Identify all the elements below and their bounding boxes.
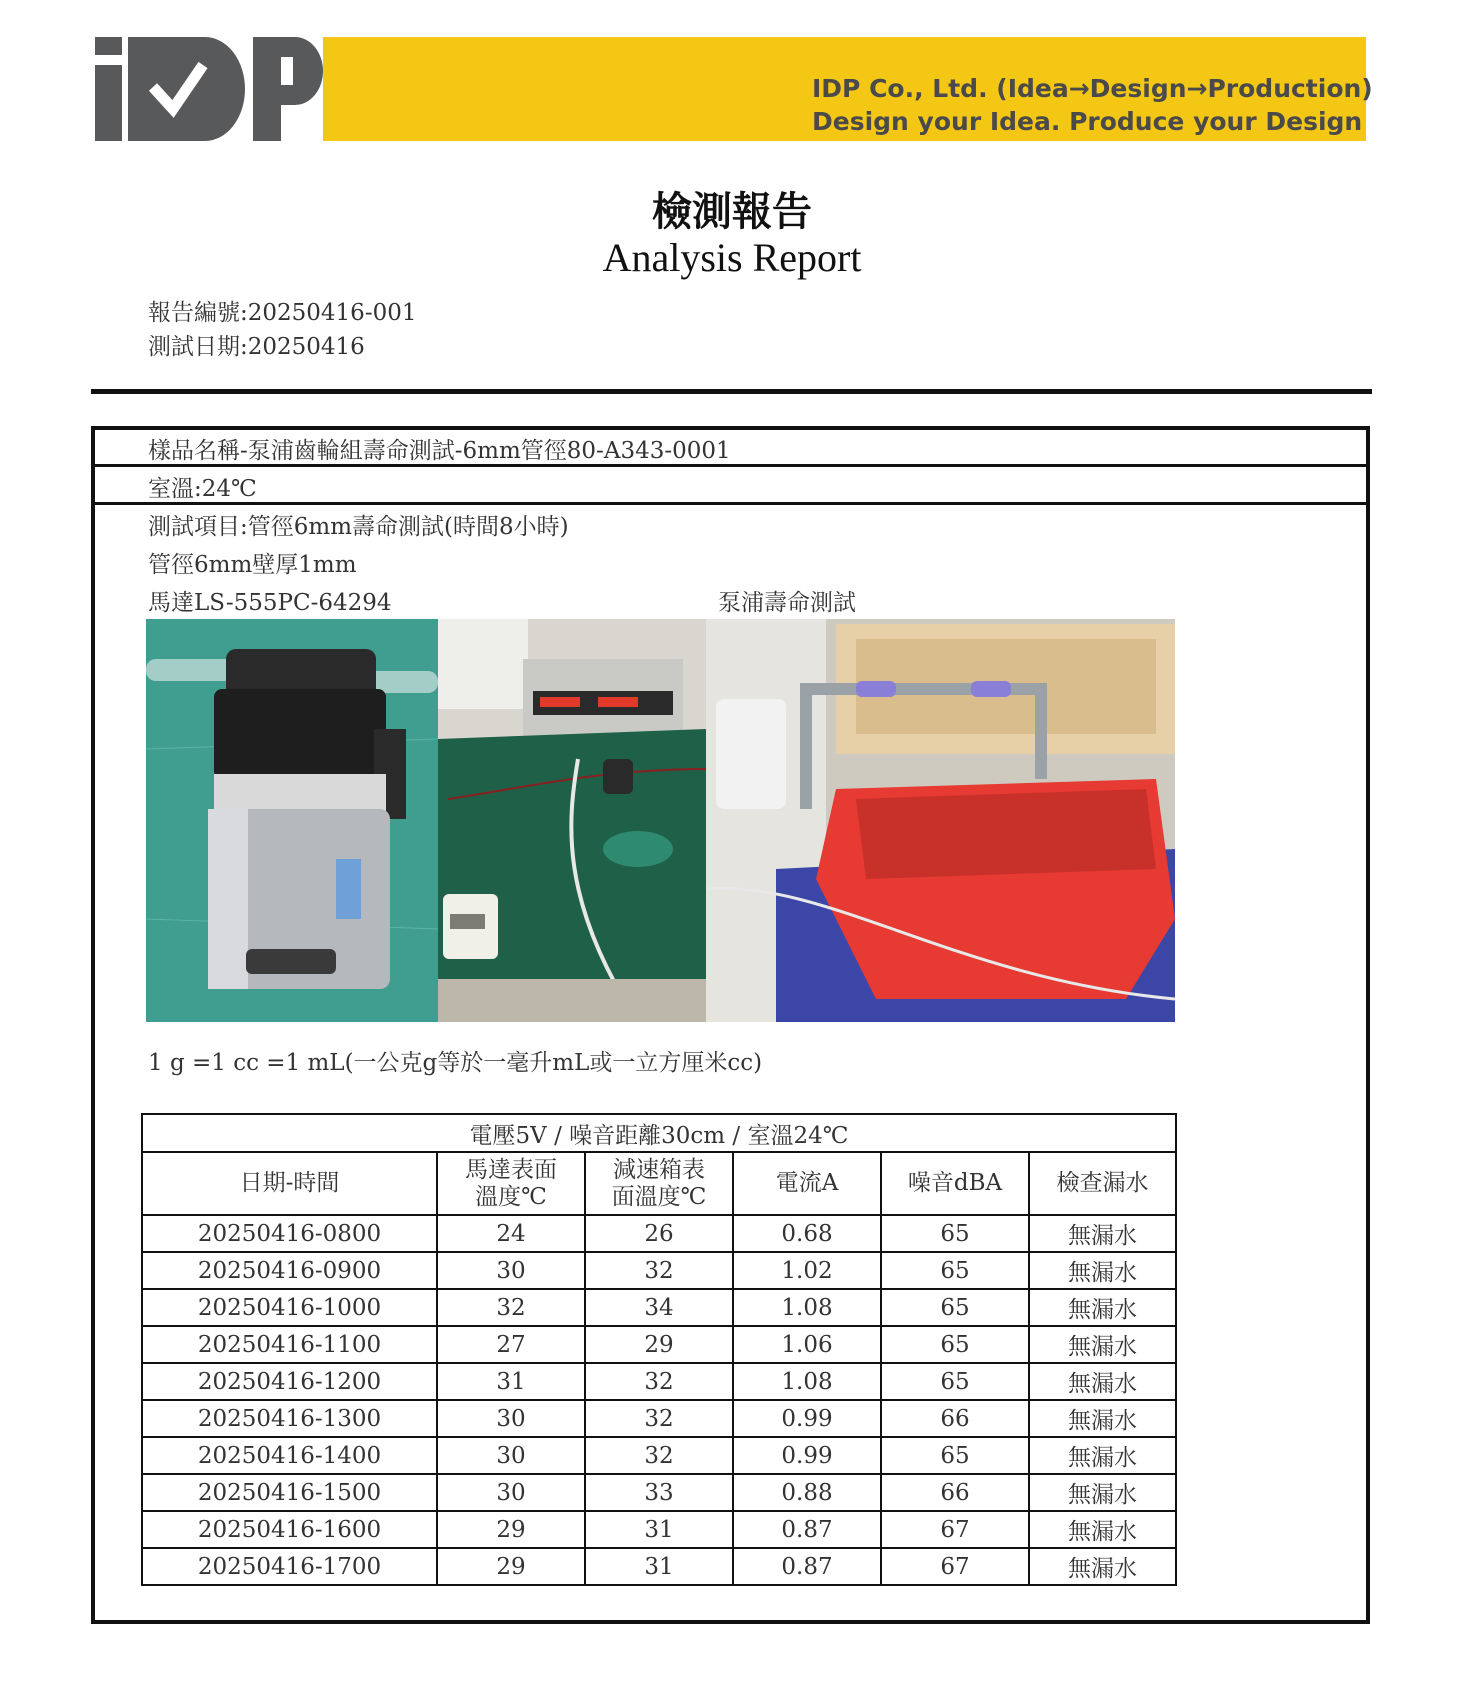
table-cell: 27 (437, 1326, 585, 1363)
table-cell: 30 (437, 1437, 585, 1474)
table-row (142, 1437, 1176, 1474)
page-title-zh: 檢測報告 (652, 188, 812, 235)
table-cell: 0.87 (733, 1548, 881, 1585)
unit-conversion-note: 1 g =1 cc =1 mL(一公克g等於一毫升mL或一立方厘米cc) (148, 1050, 763, 1076)
pump-test-label: 泵浦壽命測試 (718, 590, 856, 616)
table-cell: 1.02 (733, 1252, 881, 1289)
table-cell: 1.08 (733, 1363, 881, 1400)
table-cell: 1.06 (733, 1326, 881, 1363)
table-cell: 32 (585, 1400, 733, 1437)
table-row (142, 1252, 1176, 1289)
table-row (142, 1215, 1176, 1252)
page-title-en: Analysis Report (602, 235, 862, 280)
table-cell: 31 (585, 1548, 733, 1585)
pump-test-photo (706, 619, 1175, 1022)
motor-model: 馬達LS-555PC-64294 (148, 590, 392, 616)
table-cell: 30 (437, 1252, 585, 1289)
table-row (142, 1400, 1176, 1437)
table-cell: 65 (881, 1326, 1029, 1363)
report-number: 報告編號:20250416-001 (148, 300, 417, 326)
table-cell: 24 (437, 1215, 585, 1252)
table-cell: 20250416-1400 (142, 1437, 437, 1474)
table-cell: 66 (881, 1474, 1029, 1511)
table-cell: 無漏水 (1029, 1363, 1176, 1400)
table-row (142, 1363, 1176, 1400)
header-noise: 噪音dBA (881, 1152, 1029, 1215)
header-current: 電流A (733, 1152, 881, 1215)
table-cell: 20250416-1000 (142, 1289, 437, 1326)
table-cell: 0.99 (733, 1400, 881, 1437)
table-body (142, 1215, 1176, 1585)
table-row (142, 1326, 1176, 1363)
table-cell: 65 (881, 1437, 1029, 1474)
table-cell: 31 (437, 1363, 585, 1400)
header-date-time: 日期-時間 (142, 1152, 437, 1215)
table-cell: 20250416-1200 (142, 1363, 437, 1400)
table-cell: 32 (437, 1289, 585, 1326)
room-temperature: 室溫:24℃ (148, 476, 257, 502)
logo-graphic (95, 37, 323, 141)
test-bench-photo (438, 619, 706, 1022)
table-cell: 31 (585, 1511, 733, 1548)
test-results-table (141, 1113, 1177, 1586)
table-cell: 無漏水 (1029, 1400, 1176, 1437)
sample-name: 樣品名稱-泵浦齒輪組壽命測試-6mm管徑80-A343-0001 (148, 438, 731, 464)
table-cell: 1.08 (733, 1289, 881, 1326)
table-cell: 65 (881, 1215, 1029, 1252)
table-cell: 30 (437, 1400, 585, 1437)
table-cell: 32 (585, 1437, 733, 1474)
table-cell: 20250416-1300 (142, 1400, 437, 1437)
table-cell: 65 (881, 1252, 1029, 1289)
table-caption: 電壓5V / 噪音距離30cm / 室溫24℃ (142, 1114, 1176, 1152)
table-cell: 無漏水 (1029, 1252, 1176, 1289)
table-cell: 無漏水 (1029, 1474, 1176, 1511)
table-row (142, 1474, 1176, 1511)
table-cell: 26 (585, 1215, 733, 1252)
table-cell: 0.99 (733, 1437, 881, 1474)
table-cell: 34 (585, 1289, 733, 1326)
tube-spec: 管徑6mm壁厚1mm (148, 552, 357, 578)
table-cell: 20250416-1500 (142, 1474, 437, 1511)
table-cell: 66 (881, 1400, 1029, 1437)
table-cell: 29 (437, 1548, 585, 1585)
table-cell: 無漏水 (1029, 1511, 1176, 1548)
table-cell: 32 (585, 1252, 733, 1289)
table-cell: 33 (585, 1474, 733, 1511)
header-leak-check: 檢查漏水 (1029, 1152, 1176, 1215)
table-cell: 32 (585, 1363, 733, 1400)
table-cell: 無漏水 (1029, 1548, 1176, 1585)
table-cell: 0.87 (733, 1511, 881, 1548)
table-row (142, 1289, 1176, 1326)
table-row (142, 1511, 1176, 1548)
test-date: 測試日期:20250416 (148, 334, 365, 360)
header-gearbox-temp: 減速箱表 面溫度℃ (585, 1152, 733, 1215)
table-row (142, 1548, 1176, 1585)
table-cell: 65 (881, 1289, 1029, 1326)
test-item: 測試項目:管徑6mm壽命測試(時間8小時) (148, 514, 569, 540)
table-header-row (142, 1152, 1176, 1215)
table-cell: 無漏水 (1029, 1326, 1176, 1363)
table-cell: 20250416-1100 (142, 1326, 437, 1363)
table-cell: 29 (437, 1511, 585, 1548)
table-cell: 20250416-0900 (142, 1252, 437, 1289)
idp-logo-icon (95, 37, 323, 141)
table-cell: 0.68 (733, 1215, 881, 1252)
table-cell: 67 (881, 1511, 1029, 1548)
table-cell: 67 (881, 1548, 1029, 1585)
table-cell: 30 (437, 1474, 585, 1511)
table-cell: 20250416-0800 (142, 1215, 437, 1252)
divider (91, 389, 1372, 394)
table-cell: 無漏水 (1029, 1215, 1176, 1252)
table-cell: 0.88 (733, 1474, 881, 1511)
table-cell: 29 (585, 1326, 733, 1363)
table-cell: 20250416-1700 (142, 1548, 437, 1585)
table-cell: 20250416-1600 (142, 1511, 437, 1548)
table-cell: 無漏水 (1029, 1437, 1176, 1474)
motor-photo (146, 619, 438, 1022)
company-slogan: Design your Idea. Produce your Design (812, 107, 1363, 136)
company-name: IDP Co., Ltd. (Idea→Design→Production) (812, 74, 1373, 103)
company-tagline (812, 72, 1373, 138)
table-cell: 65 (881, 1363, 1029, 1400)
header-motor-temp: 馬達表面 溫度℃ (437, 1152, 585, 1215)
divider (95, 502, 1366, 505)
table-cell: 無漏水 (1029, 1289, 1176, 1326)
